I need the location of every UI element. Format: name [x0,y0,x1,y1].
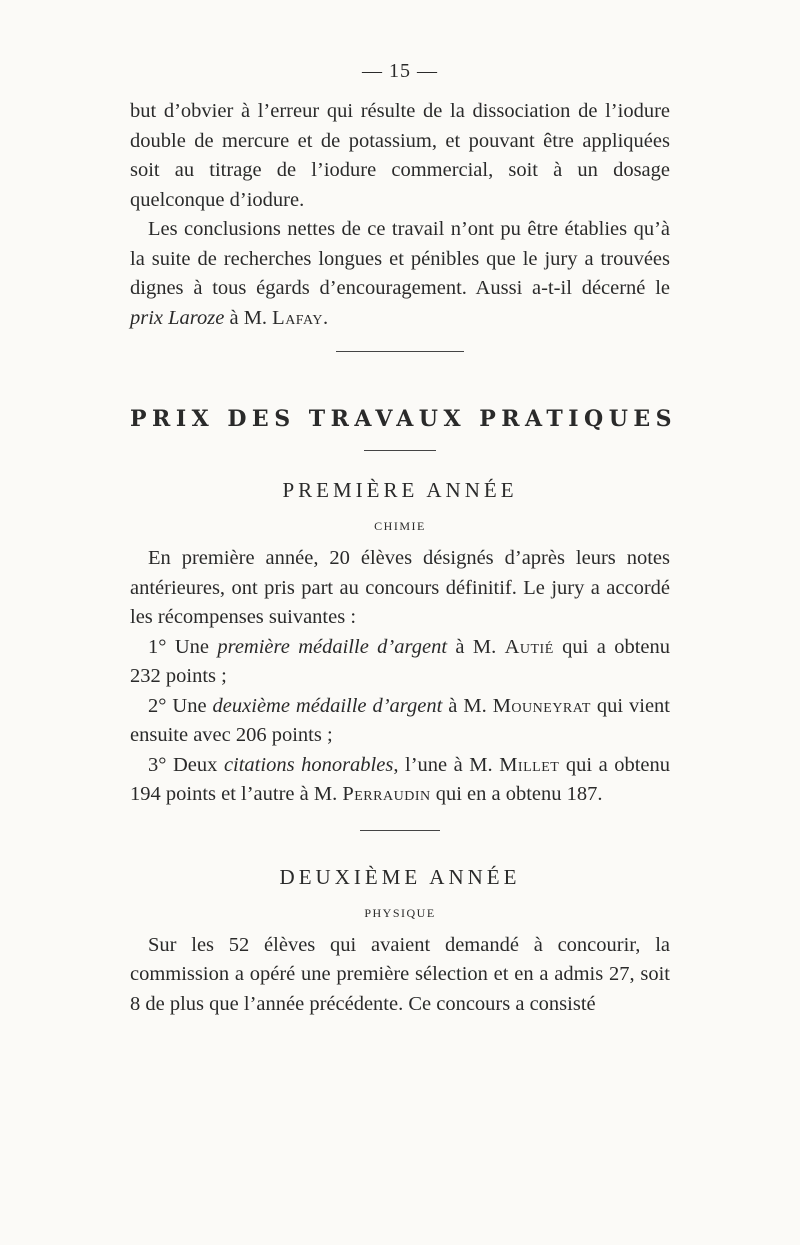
award-2-num: 2° Une [148,694,213,717]
award-3-mid: , l’une à M. [393,753,500,776]
award-2-mid: à M. [442,694,493,717]
award-1-mid: à M. [447,635,505,658]
laureate-name: Lafay [272,306,323,329]
paragraph-iodure [130,97,670,215]
award-1-name: Autié [504,635,554,658]
page-number: — 15 — [362,60,438,82]
year2-heading: DEUXIÈME ANNÉE [279,864,521,889]
year-divider [360,830,440,831]
award-2 [130,692,670,751]
conclusions-end: . [323,306,329,329]
award-3-name: Millet [499,753,560,776]
award-3-rest: qui en a obtenu 187. [430,783,603,805]
year1-heading: PREMIÈRE ANNÉE [282,478,518,502]
conclusions-mid: à M. [224,306,273,329]
year1-subject: CHIMIE [374,519,426,533]
award-3-num: 3° Deux [148,753,224,776]
award-2-name: Mouneyrat [492,694,591,717]
award-1-rest: qui a obtenu 232 points ; [130,635,670,687]
page [130,60,678,1019]
award-3 [130,751,670,810]
award-3-mid2: qui a obtenu 194 points et l’autre à M. [130,753,671,805]
prize-name: prix Laroze [130,306,225,329]
year2-intro: Sur les 52 élèves qui avaient demandé à concourir, la commission a opéré une première sélection et en a admis 27, soit 8 de plus que l’année précédente. Ce concours a consisté [130,933,670,1015]
paragraph-conclusions [130,215,670,333]
year1-intro: En première année, 20 élèves désignés d’après leurs notes antérieures, ont pris part au concours définitif. Le jury a accordé les récompenses suivantes : [130,547,670,628]
main-heading: PRIX DES TRAVAUX PRATIQUES [130,406,678,432]
award-3-title: citations honorables [223,753,394,776]
conclusions-text: Les conclusions nettes de ce travail n’ont pu être établies qu’à la suite de recherches longues et pénibles que le jury a trouvées dignes à tous égards d’encouragement. Aussi a-t-il décerné le [130,218,670,299]
award-2-title: deuxième médaille d’argent [212,694,443,717]
award-1-num: 1° Une [148,635,218,658]
award-1-title: première médaille d’argent [217,635,448,658]
paragraph-iodure-text: but d’obvier à l’erreur qui résulte de la dissociation de l’iodure double de mercure et de potassium, et pouvant être appliquées soit au titrage de l’iodure commercial, soit à un dosage quelconque d’iodure. [130,100,670,211]
award-3-name2: Perraudin [342,783,431,805]
award-2-rest: qui vient ensuite avec 206 points ; [130,694,671,746]
section-divider [336,351,464,352]
heading-divider [364,450,436,451]
award-1 [130,633,670,692]
year2-subject: PHYSIQUE [364,905,436,920]
